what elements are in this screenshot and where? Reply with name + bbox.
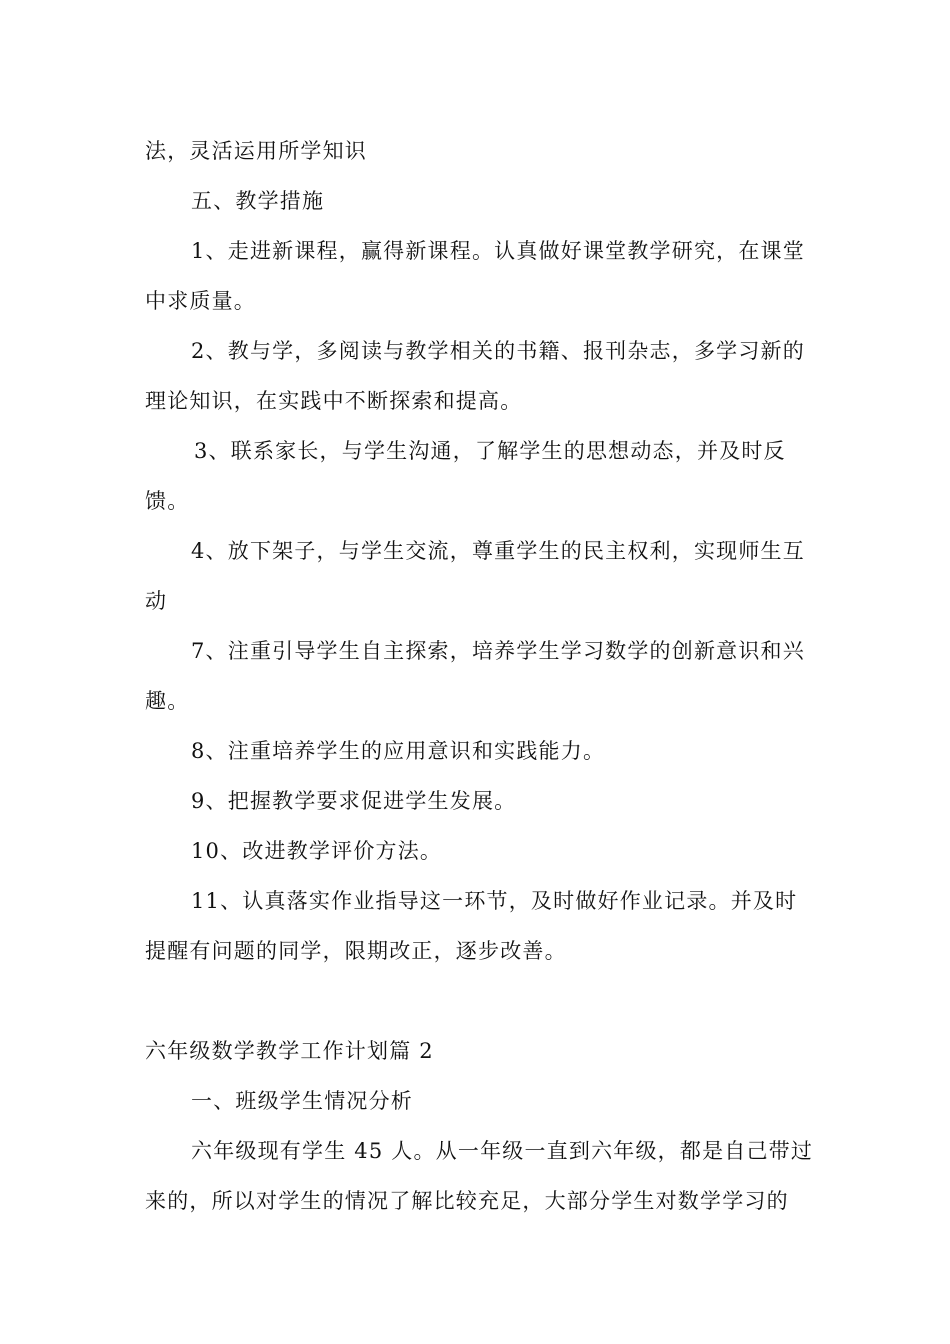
document-title: 六年级数学教学工作计划篇 2 [145,1039,434,1063]
list-item: 10、改进教学评价方法。 [191,839,443,863]
list-item: 2、教与学，多阅读与教学相关的书籍、报刊杂志，多学习新的 [191,339,805,363]
text-line: 动 [145,589,168,613]
list-item: 3、联系家长，与学生沟通，了解学生的思想动态，并及时反 [194,439,786,463]
list-item: 1、走进新课程，赢得新课程。认真做好课堂教学研究，在课堂 [191,239,805,263]
text-line: 提醒有问题的同学，限期改正，逐步改善。 [145,939,567,963]
text-line: 中求质量。 [145,289,256,313]
list-item: 9、把握教学要求促进学生发展。 [191,789,517,813]
list-item: 4、放下架子，与学生交流，尊重学生的民主权利，实现师生互 [191,539,805,563]
section-heading: 一、班级学生情况分析 [191,1089,413,1113]
list-item: 8、注重培养学生的应用意识和实践能力。 [191,739,606,763]
section-heading: 五、教学措施 [191,189,325,213]
paragraph-line: 六年级现有学生 45 人。从一年级一直到六年级，都是自己带过 [191,1139,814,1163]
text-line: 馈。 [145,489,190,513]
text-line: 法，灵活运用所学知识 [145,139,367,163]
list-item: 11、认真落实作业指导这一环节，及时做好作业记录。并及时 [191,889,798,913]
list-item: 7、注重引导学生自主探索，培养学生学习数学的创新意识和兴 [191,639,805,663]
text-line: 趣。 [145,689,190,713]
paragraph-line: 来的，所以对学生的情况了解比较充足，大部分学生对数学学习的 [145,1189,789,1213]
text-line: 理论知识，在实践中不断探索和提高。 [145,389,523,413]
